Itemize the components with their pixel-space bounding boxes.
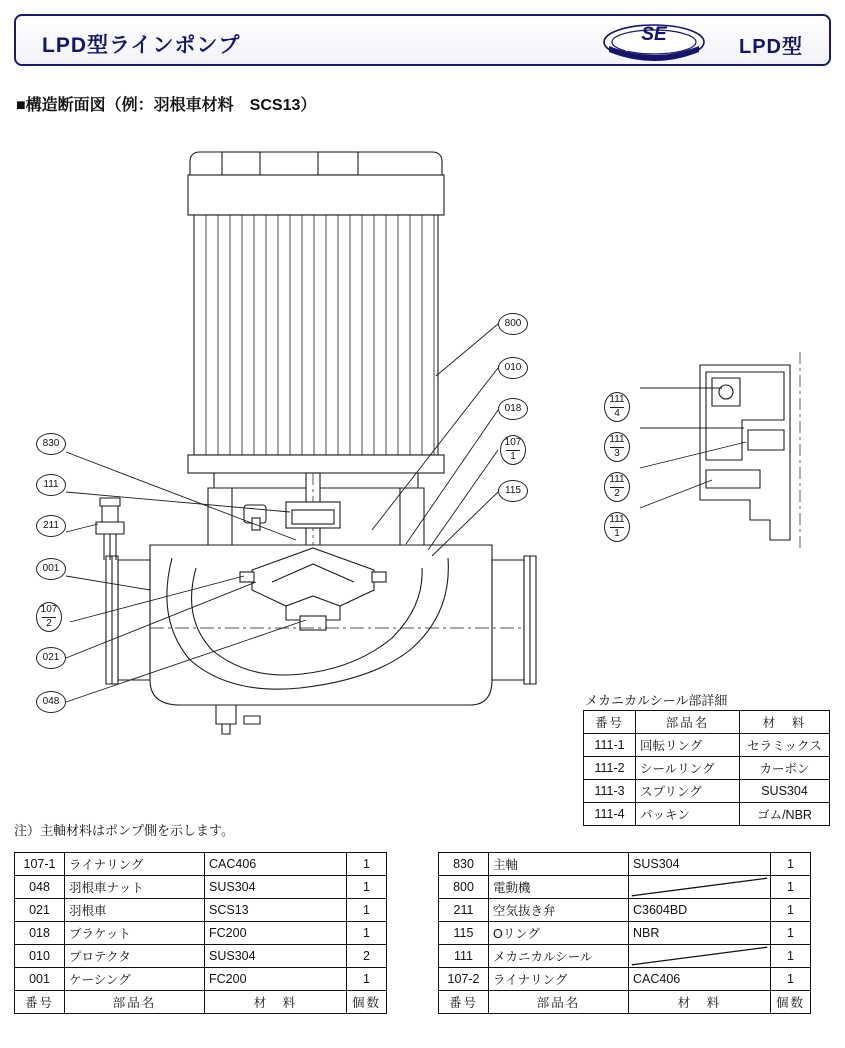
callout-018: 018 [498, 398, 528, 420]
callout-830: 830 [36, 433, 66, 455]
table-row: 111-1 回転リング セラミックス [584, 734, 830, 757]
table-row: 211 空気抜き弁 C3604BD 1 [439, 899, 811, 922]
callout-800: 800 [498, 313, 528, 335]
footnote: 注）主軸材料はポンプ側を示します。 [14, 823, 234, 838]
table-row: 107-2 ライナリング CAC406 1 [439, 968, 811, 991]
callout-107-2: 107 2 [36, 602, 62, 632]
parts-table-left [14, 852, 387, 1014]
seal-header-no: 番号 [584, 711, 636, 734]
seal-header-name: 部品名 [636, 711, 740, 734]
header-model: LPD型 [739, 36, 803, 58]
empty-cell-slash-icon [629, 876, 770, 898]
table-row: 107-1 ライナリング CAC406 1 [15, 853, 387, 876]
callout-111-1: 111 1 [604, 512, 630, 542]
table-header-row: 番号 部品名 材 料 個数 [15, 991, 387, 1014]
empty-cell-slash-icon [629, 945, 770, 967]
table-row: 115 Oリング NBR 1 [439, 922, 811, 945]
table-row: 800 電動機 1 [439, 876, 811, 899]
table-header-row: 番号 部品名 材 料 個数 [439, 991, 811, 1014]
logo-text: SE [641, 24, 667, 45]
callout-111: 111 [36, 474, 66, 496]
table-header-row [584, 711, 830, 734]
table-row: 010 プロテクタ SUS304 2 [15, 945, 387, 968]
table-row: 001 ケーシング FC200 1 [15, 968, 387, 991]
callout-111-4: 111 4 [604, 392, 630, 422]
page-title: LPD型ラインポンプ [42, 34, 241, 57]
seal-header-material: 材 料 [740, 711, 830, 734]
table-row: 018 ブラケット FC200 1 [15, 922, 387, 945]
callout-111-2: 111 2 [604, 472, 630, 502]
callout-048: 048 [36, 691, 66, 713]
parts-table-right [438, 852, 811, 1014]
page-header [14, 14, 831, 66]
section-title: ■構造断面図（例：羽根車材料 SCS13） [16, 97, 317, 114]
se-logo [601, 22, 707, 62]
seal-detail-caption: メカニカルシール部詳細 [585, 693, 728, 708]
table-row: 111-4 パッキン ゴム/NBR [584, 803, 830, 826]
table-row: 111-3 スプリング SUS304 [584, 780, 830, 803]
callout-111-3: 111 3 [604, 432, 630, 462]
callout-107-1: 107 1 [500, 435, 526, 465]
callout-010: 010 [498, 357, 528, 379]
table-row: 111 メカニカルシール 1 [439, 945, 811, 968]
callout-021: 021 [36, 647, 66, 669]
table-row: 830 主軸 SUS304 1 [439, 853, 811, 876]
table-row: 111-2 シールリング カーボン [584, 757, 830, 780]
callout-115: 115 [498, 480, 528, 502]
callout-001: 001 [36, 558, 66, 580]
seal-parts-table [583, 710, 830, 826]
table-row: 048 羽根車ナット SUS304 1 [15, 876, 387, 899]
logo-subtext: SAVE ENERGY PUMP [625, 47, 683, 53]
callout-211: 211 [36, 515, 66, 537]
table-row: 021 羽根車 SCS13 1 [15, 899, 387, 922]
